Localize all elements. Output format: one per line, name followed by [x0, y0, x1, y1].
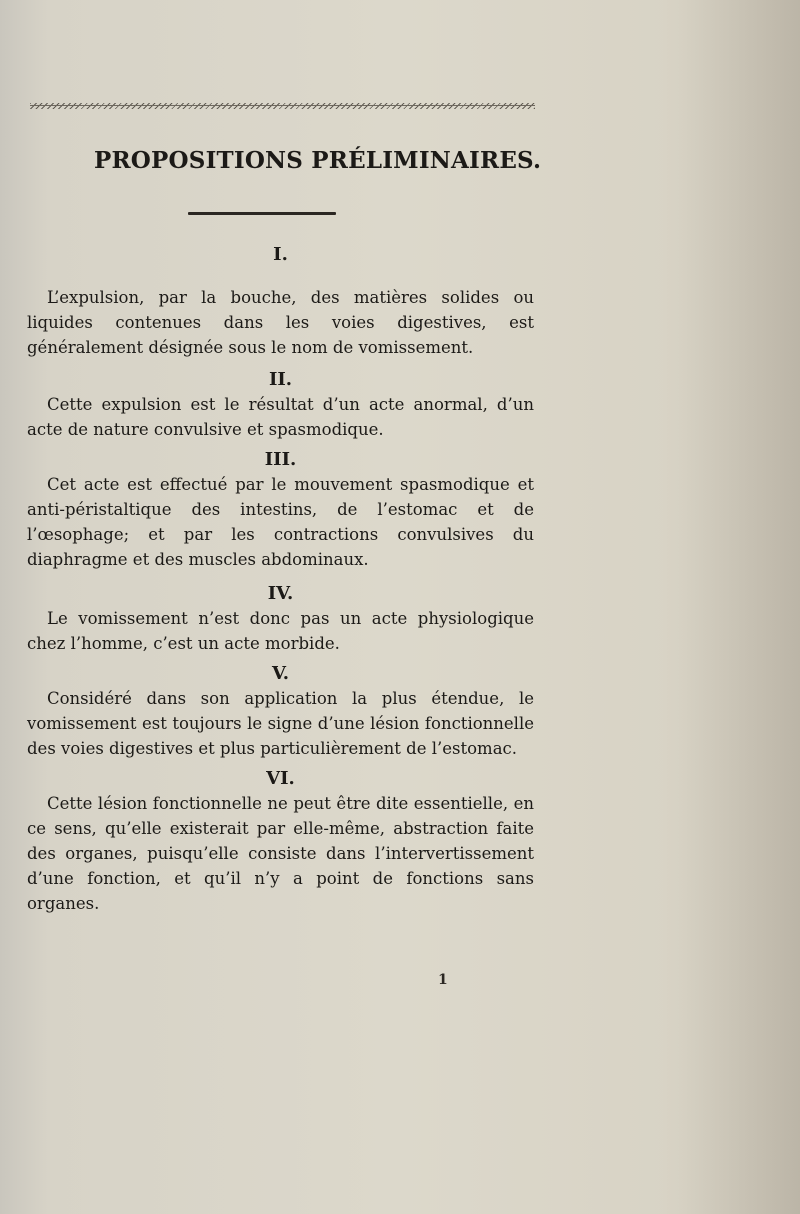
proposition-number: VI.	[266, 768, 295, 789]
header-ornament	[30, 103, 535, 109]
proposition-number: III.	[264, 449, 297, 470]
proposition-number: I.	[273, 244, 288, 265]
proposition-number: II.	[268, 369, 293, 390]
proposition-iii	[27, 450, 534, 572]
proposition-text: Le vomissement n’est donc pas un acte physiologique chez l’homme, c’est un acte morbide.	[27, 609, 534, 653]
propositions-list	[27, 245, 534, 916]
proposition-iv	[27, 584, 534, 656]
proposition-v	[27, 664, 534, 761]
proposition-text: Cette expulsion est le résultat d’un acte anormal, d’un acte de nature convulsive et spasmodique.	[27, 395, 534, 439]
page-number: 1	[438, 972, 448, 988]
proposition-ii	[27, 370, 534, 442]
proposition-text: Cet acte est effectué par le mouvement spasmodique et anti-péristaltique des intestins, de l’estomac et de l’œsophage; et par les contractions convulsives du diaphragme et des muscles abdominaux.	[27, 475, 534, 569]
proposition-number: IV.	[267, 583, 294, 604]
proposition-text: L’expulsion, par la bouche, des matières solides ou liquides contenues dans les voies digestives, est généralement désignée sous le nom de vomissement.	[27, 288, 534, 357]
title-rule	[188, 212, 336, 215]
proposition-vi	[27, 769, 534, 916]
proposition-text: Considéré dans son application la plus étendue, le vomissement est toujours le signe d’une lésion fonctionnelle des voies digestives et plus particulièrement de l’estomac.	[27, 689, 534, 758]
proposition-number: V.	[271, 663, 290, 684]
proposition-text: Cette lésion fonctionnelle ne peut être dite essentielle, en ce sens, qu’elle existerait par elle-même, abstraction faite des organes, puisqu’elle consiste dans l’intervertissement d’une fonction, et qu’il n’y a point de fonctions sans organes.	[27, 794, 534, 913]
page-title: PROPOSITIONS PRÉLIMINAIRES.	[94, 147, 542, 174]
proposition-i	[27, 245, 534, 360]
